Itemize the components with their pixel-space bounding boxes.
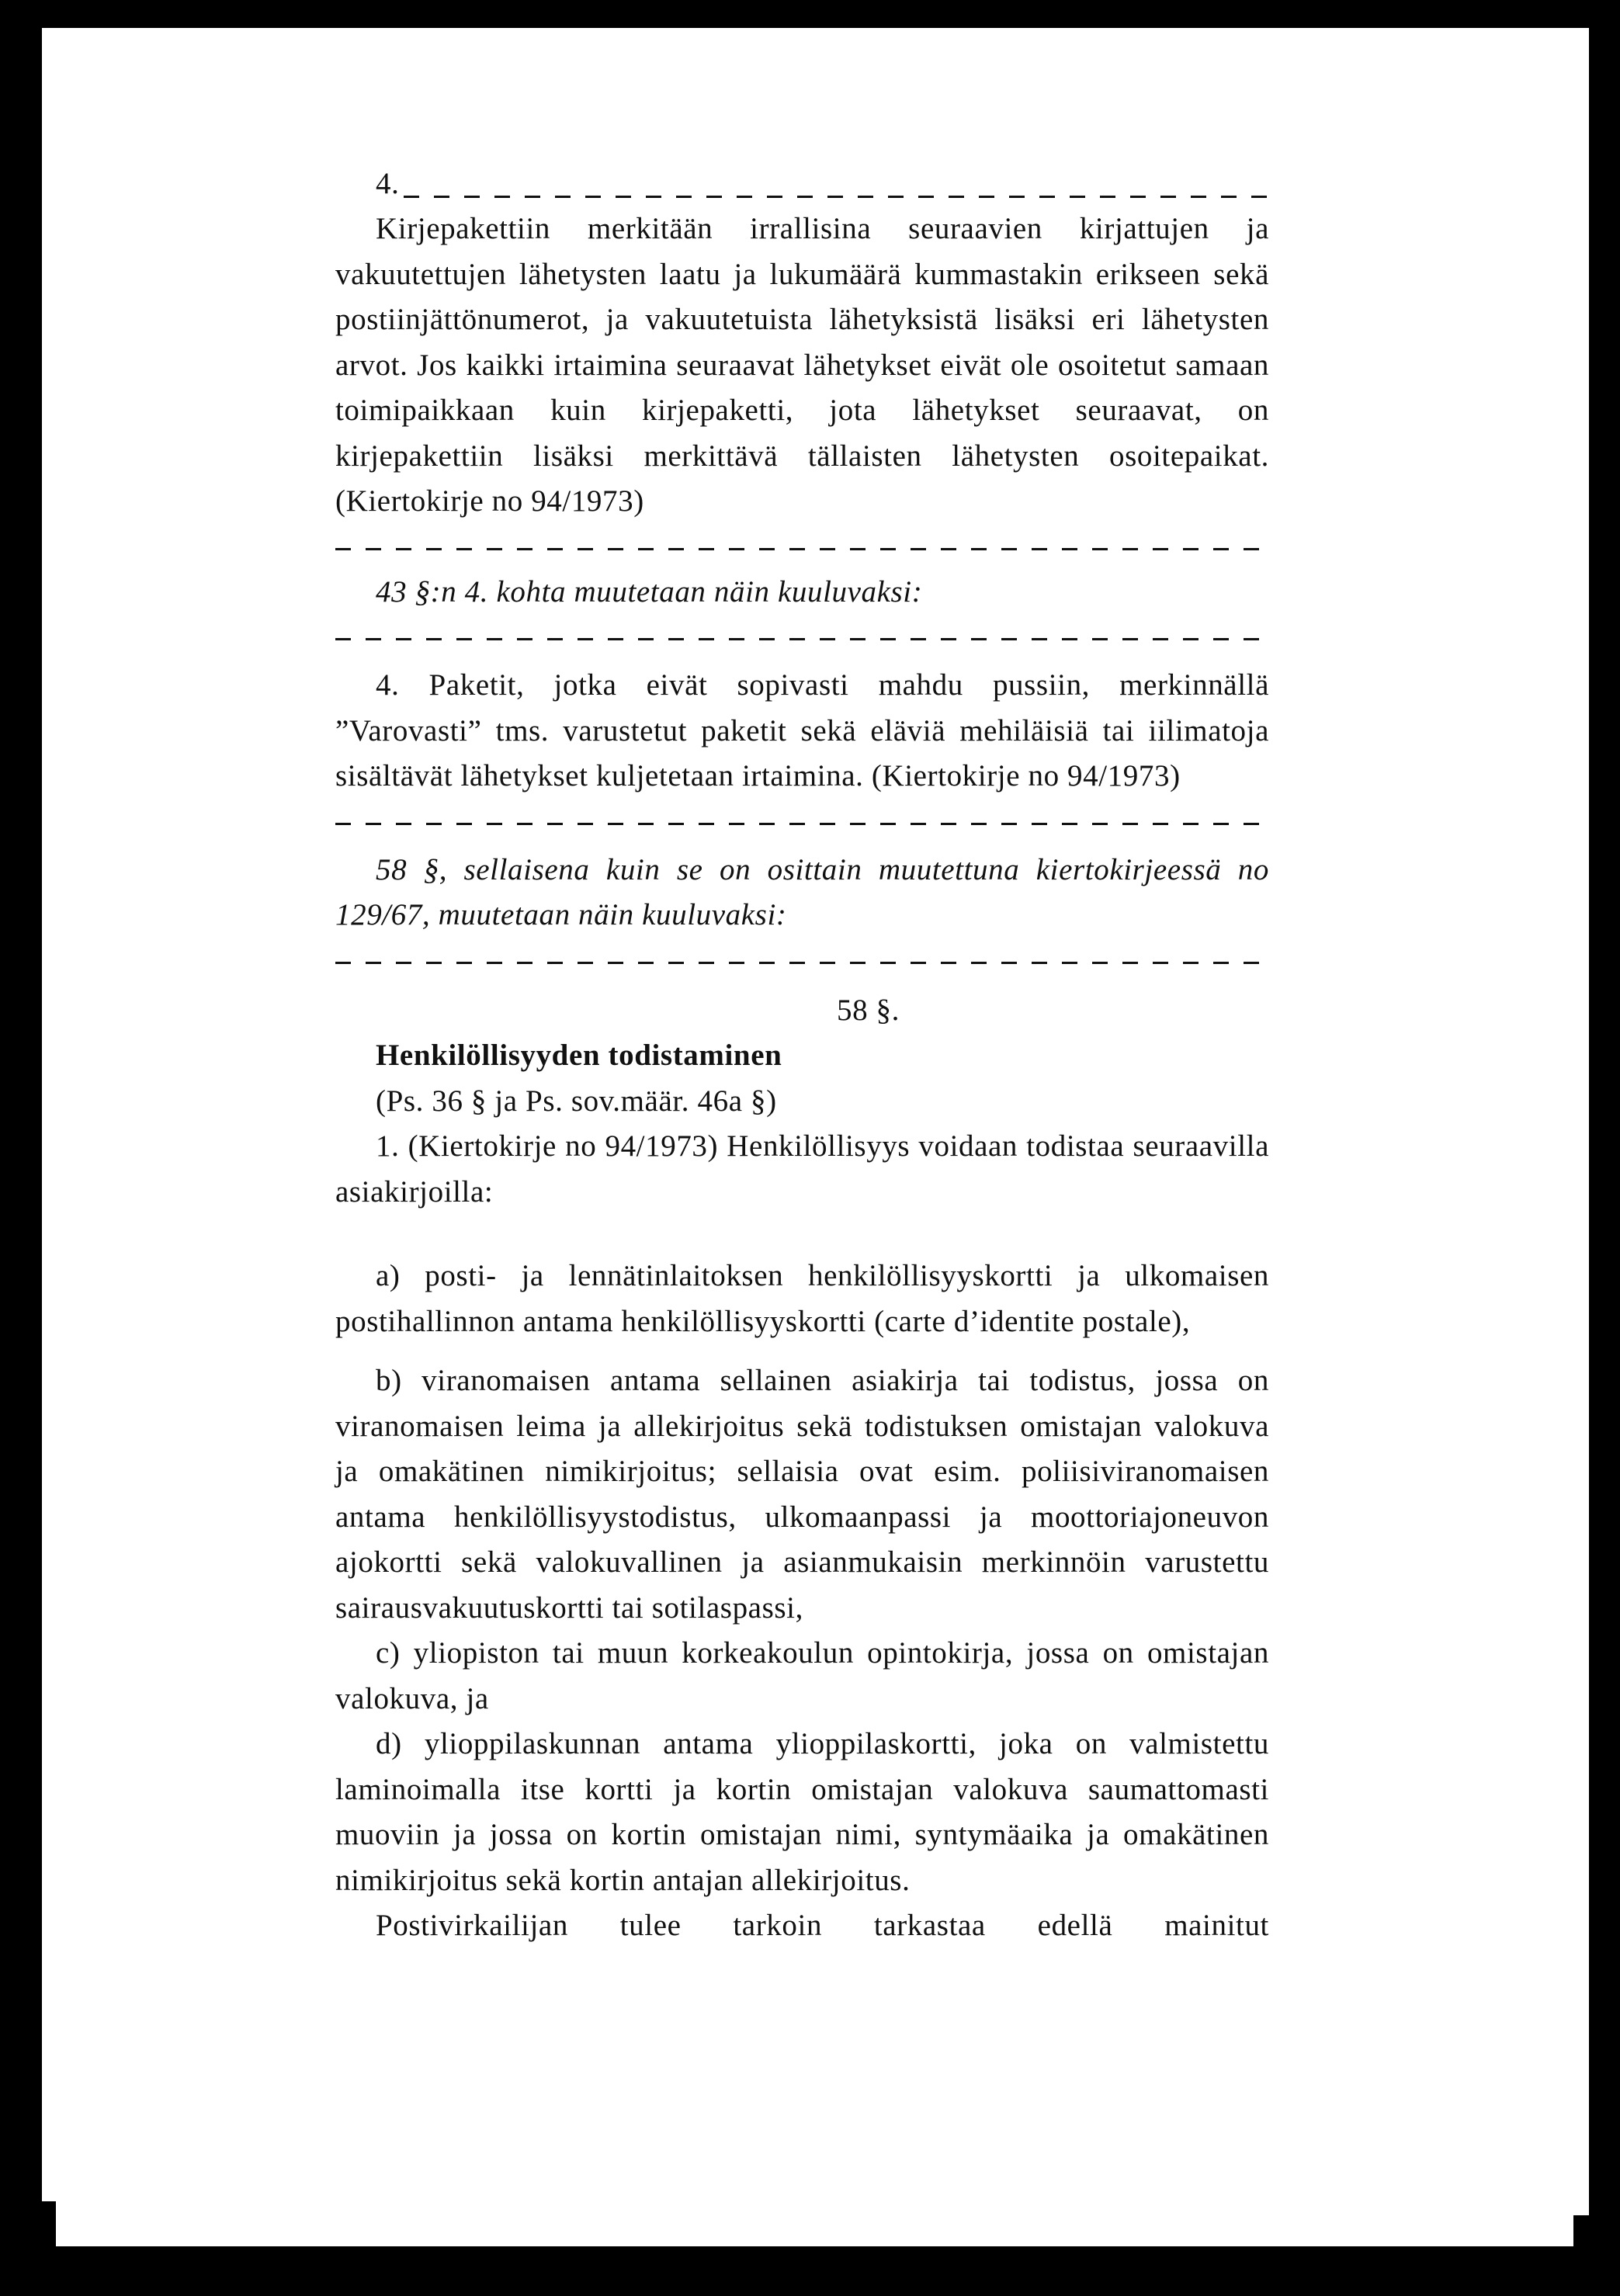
document-body: [335, 161, 1269, 1949]
dashed-separator: [335, 938, 1269, 973]
section-4-number: 4.: [376, 166, 400, 200]
list-item-c: c) yliopiston tai muun korkeakoulun opintokirja, jossa on omistajan valokuva, ja: [335, 1636, 1269, 1715]
dashed-separator: [335, 525, 1269, 559]
dashed-separator: [335, 799, 1269, 834]
page-edge-right: [1573, 28, 1589, 2215]
page-edge-left: [42, 28, 56, 2201]
list-item-d: d) ylioppilaskunnan antama ylioppilaskortti, joka on valmistettu laminoimalla itse kortti ja kortin omistajan valokuva saumattomasti muoviin ja jossa on kortin omistajan nimi, syntymäaika ja omakätinen nimikirjoitus sekä kortin antajan allekirjoitus.: [335, 1727, 1269, 1897]
section-4-paragraph: Kirjepakettiin merkitään irrallisina seuraavien kirjattujen ja vakuutettujen lähetysten laatu ja lukumäärä kummastakin erikseen sekä postiinjättönumerot, ja vakuutetuista lähetyksistä lisäksi eri lähetysten arvot. Jos kaikki irtaimina seuraavat lähetykset eivät ole osoitetut samaan toimipaikkaan kuin kirjepaketti, jota lähetykset seuraavat, on kirjepakettiin lisäksi merkittävä tällaisten lähetysten osoitepaikat. (Kiertokirje no 94/1973): [335, 212, 1269, 518]
section-58-title: Henkilöllisyyden todistaminen: [376, 1039, 782, 1072]
dashed-separator: [335, 615, 1269, 649]
section-4-heading: [335, 161, 1269, 206]
section-58-number: 58 §.: [837, 993, 900, 1027]
section-4-new-paragraph: 4. Paketit, jotka eivät sopivasti mahdu pussiin, merkinnällä ”Varovasti” tms. varustetut paketit sekä eläviä mehiläisiä tai iilimatoja sisältävät lähetykset kuljetetaan irtaimina. (Kiertokirje no 94/1973): [335, 668, 1269, 793]
closing-paragraph: Postivirkailijan tulee tarkoin tarkastaa edellä mainitut: [376, 1909, 1269, 1942]
list-item-a: a) posti- ja lennätinlaitoksen henkilöllisyyskortti ja ulkomaisen postihallinnon antama henkilöllisyyskortti (carte d’identite postale),: [335, 1259, 1269, 1338]
dashed-separator: [404, 172, 1269, 206]
list-item-b: b) viranomaisen antama sellainen asiakirja tai todistus, jossa on viranomaisen leima ja allekirjoitus sekä todistuksen omistajan valokuva ja omakätinen nimikirjoitus; sellaisia ovat esim. poliisiviranomaisen antama henkilöllisyystodistus, ulkomaanpassi ja moottoriajoneuvon ajokortti sekä valokuvallinen ja asianmukaisin merkinnöin varustettu sairausvakuutuskortti tai sotilaspassi,: [335, 1364, 1269, 1625]
section-58-intro: 1. (Kiertokirje no 94/1973) Henkilöllisyys voidaan todistaa seuraavilla asiakirjoilla:: [335, 1129, 1269, 1209]
section-58-references: (Ps. 36 § ja Ps. sov.määr. 46a §): [376, 1084, 777, 1118]
amendment-58-instruction: 58 §, sellaisena kuin se on osittain muutettuna kiertokirjeessä no 129/67, muutetaan näin kuuluvaksi:: [335, 852, 1269, 931]
amendment-43-instruction: 43 §:n 4. kohta muutetaan näin kuuluvaksi:: [376, 574, 923, 609]
